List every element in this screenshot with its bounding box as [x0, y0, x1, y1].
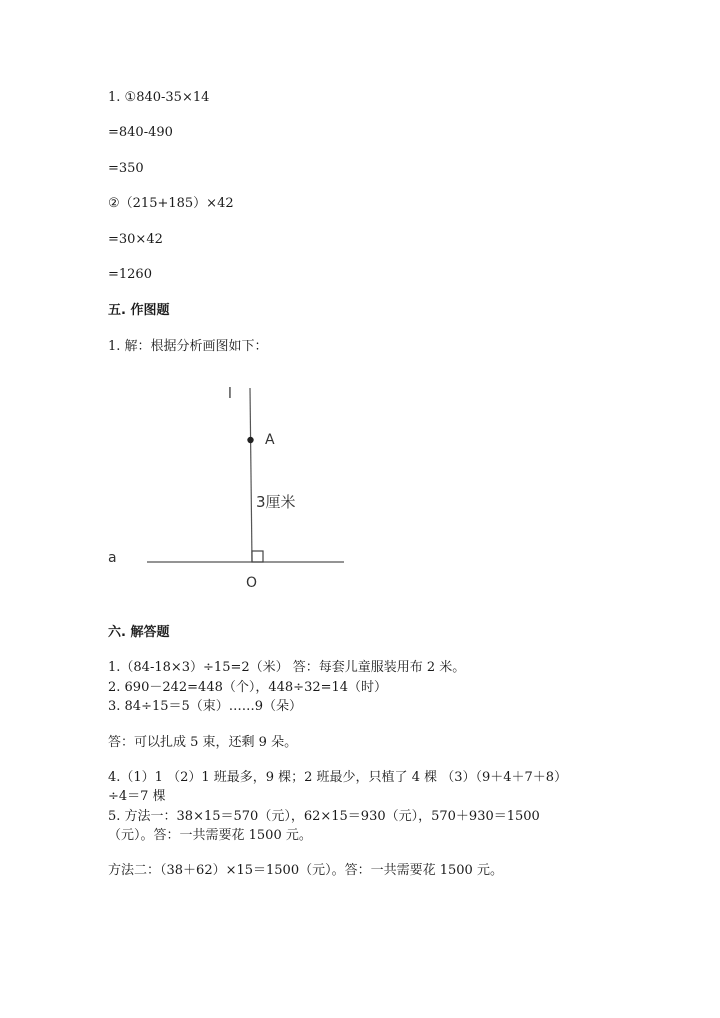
section-heading-solutions: 六. 解答题 [108, 625, 170, 640]
solution-q2: 2. 690－242=448（个），448÷32=14（时） [108, 680, 388, 695]
q1-part1-step1: =840-490 [108, 125, 173, 140]
solution-q5-method2: 方法二：（38＋62）×15＝1500（元）。答：一共需要花 1500 元。 [108, 863, 503, 878]
q1-part2-expression: ②（215+185）×42 [108, 196, 234, 211]
label-point-a: A [265, 432, 275, 448]
right-angle-marker [252, 551, 263, 562]
point-a [247, 437, 253, 443]
solution-q5-line1: 5. 方法一：38×15＝570（元），62×15＝930（元），570＋930＝1500 [108, 809, 540, 824]
q1-part1-expression: 1. ①840-35×14 [108, 90, 210, 105]
solution-q5-line2: （元）。答：一共需要花 1500 元。 [108, 828, 312, 843]
q1-part1-result: =350 [108, 161, 144, 176]
solution-q3: 3. 84÷15＝5（束）……9（朵） [108, 699, 303, 714]
label-line-a: a [108, 550, 117, 566]
label-line-l: l [228, 386, 232, 402]
label-point-o: O [246, 575, 258, 591]
drawing-q1-intro: 1. 解：根据分析画图如下： [108, 339, 268, 354]
section-heading-drawing: 五. 作图题 [108, 303, 170, 318]
perpendicular-figure [100, 378, 360, 600]
q1-part2-result: =1260 [108, 267, 152, 282]
solution-q3-answer: 答：可以扎成 5 束，还剩 9 朵。 [108, 735, 298, 750]
q1-part2-step1: =30×42 [108, 232, 163, 247]
label-distance: 3厘米 [256, 493, 296, 511]
solution-q4-line1: 4.（1）1 （2）1 班最多，9 棵；2 班最少，只植了 4 棵 （3）（9＋4＋7＋8） [108, 770, 568, 785]
solution-q4-line2: ÷4＝7 棵 [108, 789, 166, 804]
solution-q1: 1.（84-18×3）÷15=2（米） 答：每套儿童服装用布 2 米。 [108, 660, 466, 675]
line-l [250, 388, 252, 562]
